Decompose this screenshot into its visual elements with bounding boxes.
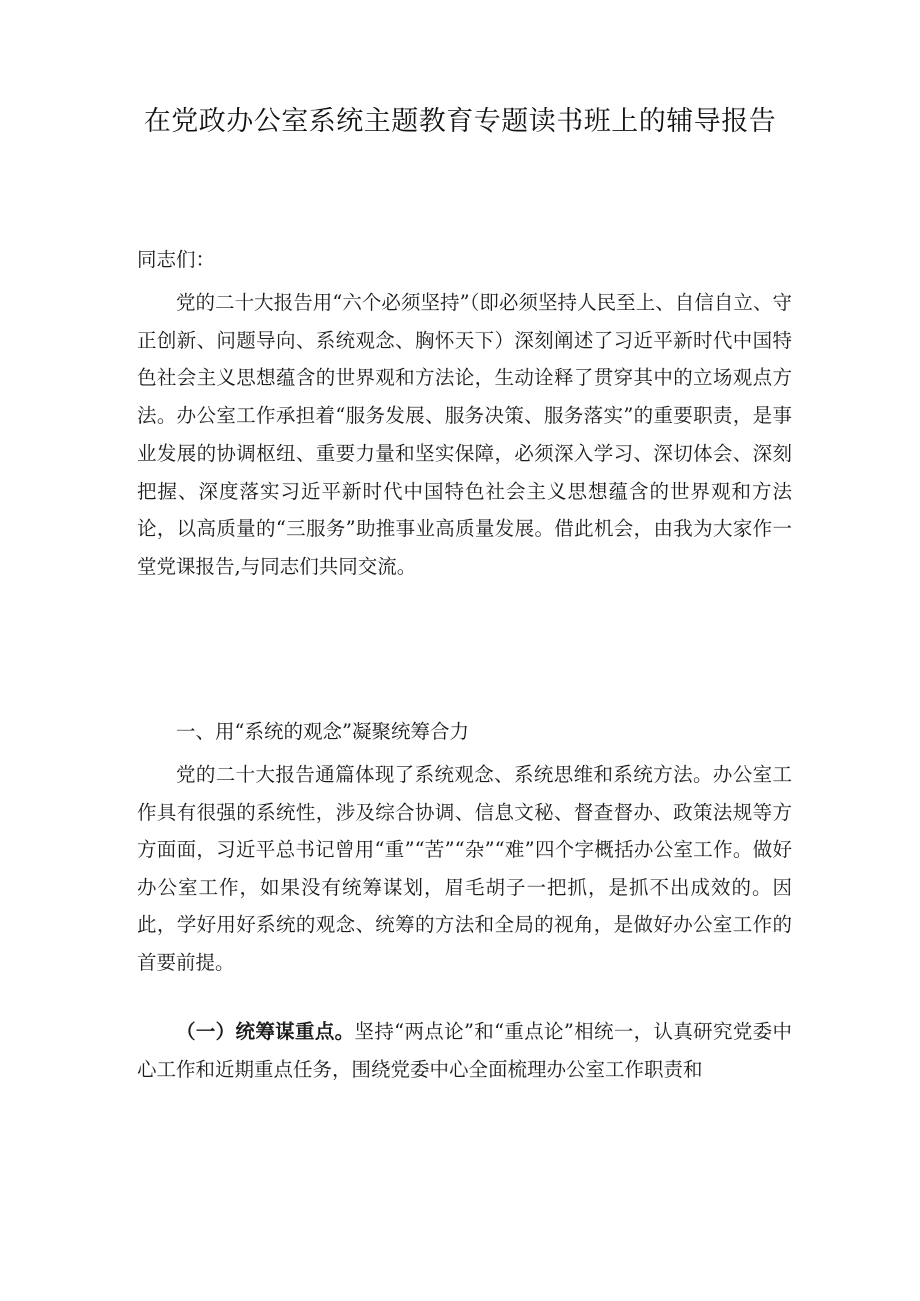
subsection-body: 坚持“两点论”和“重点论”相统一，认真研究党委中心工作和近期重点任务，围绕党委中心全面梳理办公室工作职责和 — [137, 1020, 792, 1081]
section-heading-1: 一、用“系统的观念”凝聚统筹合力 — [176, 720, 469, 743]
subsection-lead: （一）统筹谋重点。 — [176, 1020, 355, 1043]
paragraph-subsection-1 — [137, 1013, 792, 1089]
salutation: 同志们： — [137, 248, 216, 271]
paragraph-section-1: 党的二十大报告通篇体现了系统观念、系统思维和系统方法。办公室工作具有很强的系统性，涉及综合协调、信息文秘、督查督办、政策法规等方方面面，习近平总书记曾用“重”“苦”“杂”“难”四个字概括办公室工作。做好办公室工作，如果没有统筹谋划，眉毛胡子一把抓，是抓不出成效的。因此，学好用好系统的观念、统筹的方法和全局的视角，是做好办公室工作的首要前提。 — [137, 763, 792, 974]
document-title: 在党政办公室系统主题教育专题读书班上的辅导报告 — [143, 106, 777, 137]
paragraph-intro: 党的二十大报告用“六个必须坚持”（即必须坚持人民至上、自信自立、守正创新、问题导向、系统观念、胸怀天下）深刻阐述了习近平新时代中国特色社会主义思想蕴含的世界观和方法论，生动诠释了贯穿其中的立场观点方法。办公室工作承担着“服务发展、服务决策、服务落实”的重要职责，是事业发展的协调枢纽、重要力量和坚实保障，必须深入学习、深切体会、深刻把握、深度落实习近平新时代中国特色社会主义思想蕴含的世界观和方法论，以高质量的“三服务”助推事业高质量发展。借此机会，由我为大家作一堂党课报告,与同志们共同交流。 — [137, 291, 792, 578]
